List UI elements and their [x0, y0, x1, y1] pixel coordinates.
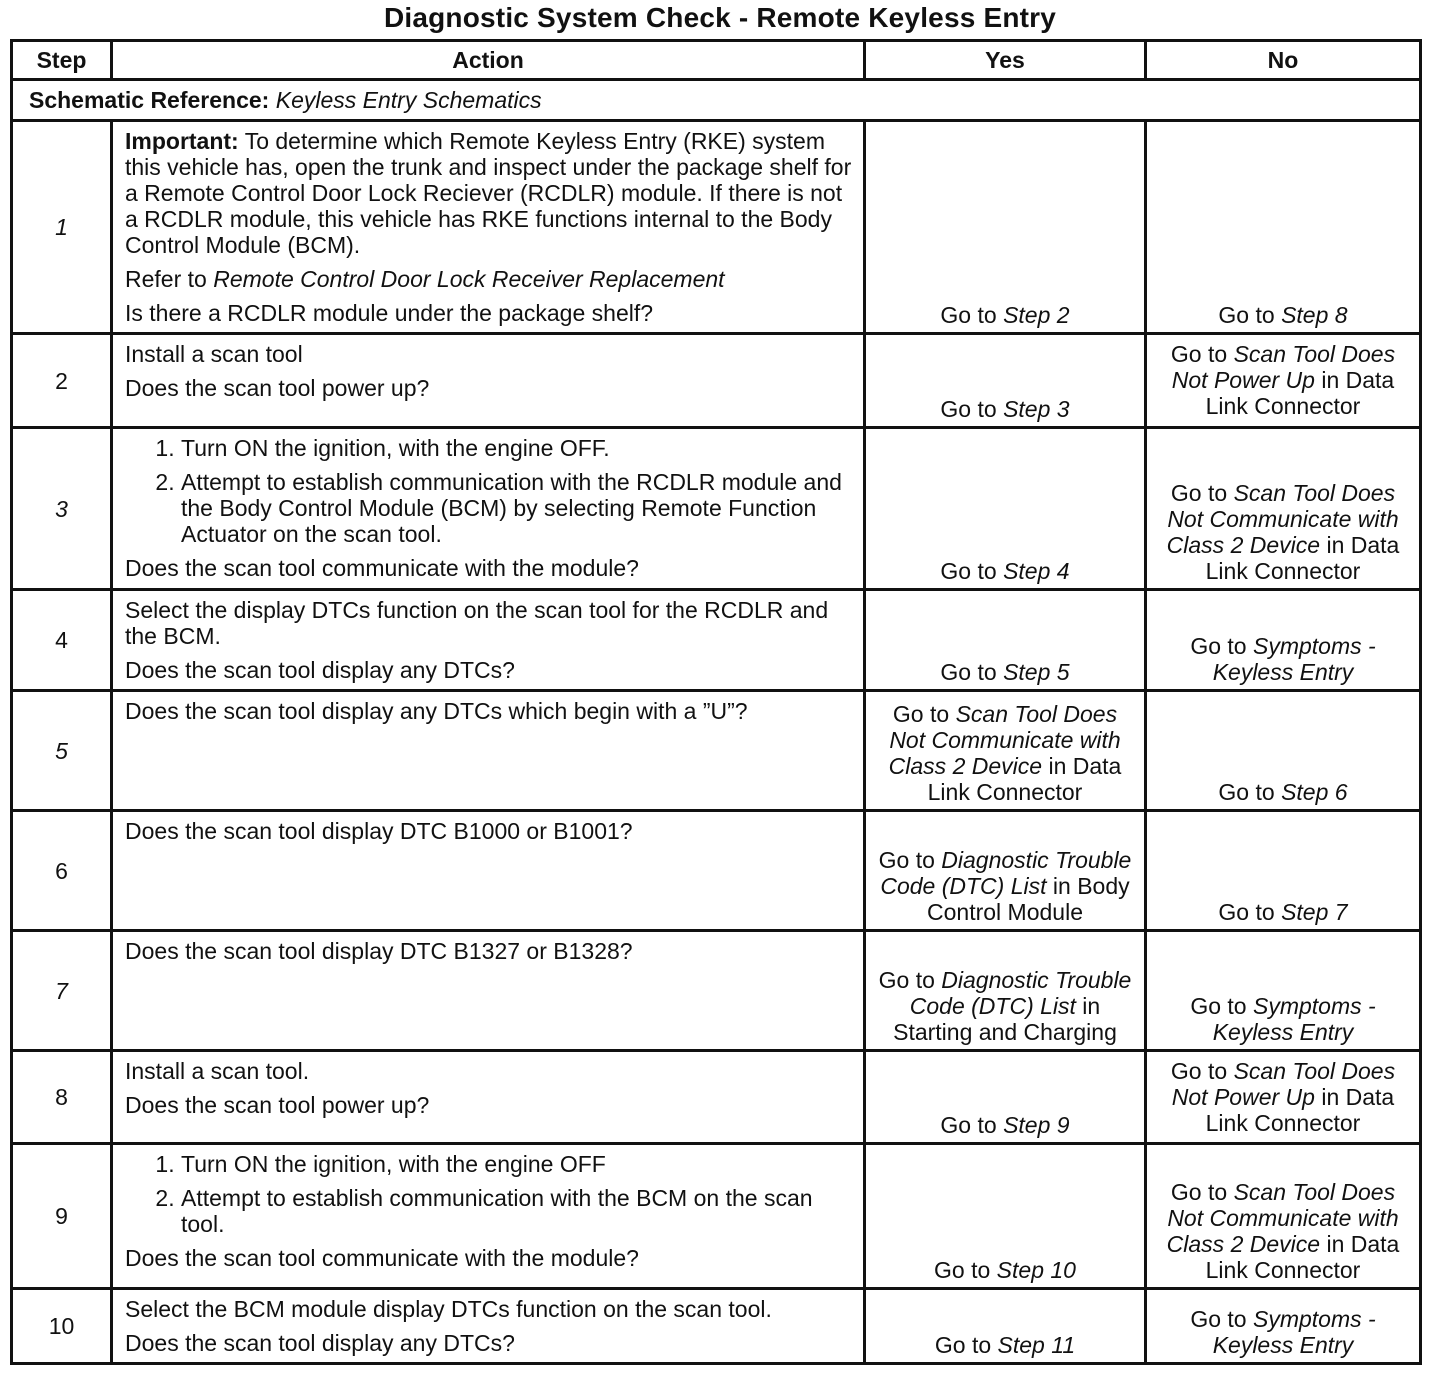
action-cell [112, 428, 865, 590]
yes-link[interactable]: Step 10 [996, 1257, 1076, 1283]
yes-prefix: Go to [940, 396, 1004, 422]
no-prefix: Go to [1170, 1179, 1234, 1205]
yes-cell [865, 811, 1146, 931]
no-link[interactable]: Scan Tool Does Not Power Up [1171, 341, 1396, 393]
yes-prefix: Go to [892, 701, 956, 727]
yes-suffix: in Body Control Module [927, 873, 1130, 925]
header-yes: Yes [865, 41, 1146, 80]
yes-link[interactable]: Scan Tool Does Not Communicate with Class 2 Device [888, 701, 1121, 779]
action-steps-list [125, 435, 853, 547]
table-row [12, 931, 1421, 1051]
yes-suffix: in Data Link Connector [927, 753, 1122, 805]
no-prefix: Go to [1170, 480, 1234, 506]
action-cell [112, 1289, 865, 1364]
yes-link[interactable]: Step 11 [997, 1332, 1076, 1358]
question: Does the scan tool display any DTCs? [125, 1330, 515, 1356]
action-cell [112, 811, 865, 931]
yes-cell [865, 931, 1146, 1051]
no-suffix: in Data Link Connector [1205, 532, 1400, 584]
no-cell [1146, 691, 1421, 811]
table-row [12, 121, 1421, 334]
no-prefix: Go to [1170, 1058, 1234, 1084]
question: Does the scan tool display DTC B1000 or B1001? [125, 818, 633, 844]
reference-link[interactable]: Keyless Entry Schematics [275, 87, 542, 113]
yes-cell [865, 1144, 1146, 1289]
important-note [125, 128, 853, 258]
header-action: Action [112, 41, 865, 80]
no-cell [1146, 334, 1421, 428]
action-cell [112, 931, 865, 1051]
no-link[interactable]: Scan Tool Does Not Communicate with Class 2 Device [1166, 1179, 1399, 1257]
important-label: Important: [125, 128, 239, 154]
instruction: Select the BCM module display DTCs function on the scan tool. [125, 1296, 772, 1322]
no-cell [1146, 590, 1421, 691]
action-cell [112, 334, 865, 428]
question: Does the scan tool power up? [125, 375, 430, 401]
step-number: 9 [12, 1144, 112, 1289]
no-suffix: in Data Link Connector [1205, 1231, 1400, 1283]
header-no: No [1146, 41, 1421, 80]
no-cell [1146, 1051, 1421, 1144]
header-step: Step [12, 41, 112, 80]
yes-link[interactable]: Step 2 [1003, 302, 1070, 328]
instruction: Install a scan tool. [125, 1058, 310, 1084]
yes-prefix: Go to [940, 558, 1004, 584]
yes-link[interactable]: Step 5 [1003, 659, 1070, 685]
no-prefix: Go to [1190, 633, 1253, 659]
question: Does the scan tool communicate with the module? [125, 555, 639, 581]
yes-cell [865, 691, 1146, 811]
yes-cell [865, 1289, 1146, 1364]
question: Does the scan tool display DTC B1327 or B1328? [125, 938, 633, 964]
step-number: 10 [12, 1289, 112, 1364]
yes-prefix: Go to [940, 302, 1004, 328]
question: Does the scan tool power up? [125, 1092, 430, 1118]
yes-cell [865, 121, 1146, 334]
yes-link[interactable]: Step 3 [1003, 396, 1070, 422]
no-link[interactable]: Symptoms - Keyless Entry [1212, 633, 1376, 685]
step-number: 3 [12, 428, 112, 590]
no-suffix: in Data Link Connector [1205, 367, 1395, 419]
table-row [12, 590, 1421, 691]
no-prefix: Go to [1170, 341, 1234, 367]
yes-cell [865, 1051, 1146, 1144]
yes-cell [865, 590, 1146, 691]
no-cell [1146, 121, 1421, 334]
yes-link[interactable]: Diagnostic Trouble Code (DTC) List [909, 967, 1132, 1019]
instruction: Install a scan tool [125, 341, 303, 367]
yes-prefix: Go to [878, 967, 942, 993]
yes-link[interactable]: Step 4 [1003, 558, 1070, 584]
question: Does the scan tool display any DTCs? [125, 657, 515, 683]
schematic-reference-row [12, 80, 1421, 121]
yes-cell [865, 428, 1146, 590]
refer-prefix: Refer to [125, 266, 214, 292]
table-row [12, 1144, 1421, 1289]
step-number: 5 [12, 691, 112, 811]
question: Does the scan tool communicate with the module? [125, 1245, 639, 1271]
no-prefix: Go to [1190, 1306, 1253, 1332]
no-link[interactable]: Scan Tool Does Not Communicate with Class 2 Device [1166, 480, 1399, 558]
no-cell [1146, 1144, 1421, 1289]
refer-line [125, 266, 853, 292]
table-row [12, 334, 1421, 428]
table-header-row [12, 41, 1421, 80]
no-link[interactable]: Symptoms - Keyless Entry [1212, 1306, 1376, 1358]
important-text: To determine which Remote Keyless Entry (RKE) system this vehicle has, open the trunk and inspect under the package shelf for a Remote Control Door Lock Reciever (RCDLR) module. If there is not a RCDLR module, this vehicle has RKE functions internal to the Body Control Module (BCM). [125, 128, 852, 258]
table-row [12, 428, 1421, 590]
no-suffix: in Data Link Connector [1205, 1084, 1395, 1136]
step-number: 1 [12, 121, 112, 334]
yes-prefix: Go to [934, 1257, 997, 1283]
step-number: 7 [12, 931, 112, 1051]
reference-label: Schematic Reference: [29, 87, 270, 113]
table-row [12, 1289, 1421, 1364]
list-item: 2. Attempt to establish communication with the RCDLR module and the Body Control Module (BCM) by selecting Remote Function Actuator on the scan tool. [181, 469, 853, 547]
instruction: Select the display DTCs function on the scan tool for the RCDLR and the BCM. [125, 597, 829, 649]
yes-prefix: Go to [940, 1112, 1004, 1138]
action-cell [112, 590, 865, 691]
action-cell [112, 121, 865, 334]
yes-prefix: Go to [940, 659, 1004, 685]
yes-suffix: in Starting and Charging [893, 993, 1117, 1045]
yes-cell [865, 334, 1146, 428]
no-link[interactable]: Step 7 [1281, 899, 1348, 925]
question: Does the scan tool display any DTCs which begin with a ”U”? [125, 698, 748, 724]
no-link[interactable]: Step 8 [1281, 302, 1348, 328]
page-title: Diagnostic System Check - Remote Keyless Entry [383, 2, 1057, 33]
step-number: 6 [12, 811, 112, 931]
list-item: 2. Attempt to establish communication with the BCM on the scan tool. [181, 1185, 853, 1237]
no-cell [1146, 428, 1421, 590]
schematic-reference [12, 80, 1421, 121]
no-cell [1146, 931, 1421, 1051]
list-item: 1. Turn ON the ignition, with the engine OFF [181, 1151, 853, 1177]
no-link[interactable]: Symptoms - Keyless Entry [1212, 993, 1376, 1045]
table-row [12, 1051, 1421, 1144]
no-prefix: Go to [1218, 302, 1282, 328]
yes-prefix: Go to [878, 847, 942, 873]
diagnostic-table [10, 39, 1422, 1365]
no-prefix: Go to [1218, 779, 1282, 805]
step-number: 2 [12, 334, 112, 428]
no-prefix: Go to [1190, 993, 1253, 1019]
no-cell [1146, 811, 1421, 931]
action-steps-list [125, 1151, 853, 1237]
no-link[interactable]: Step 6 [1281, 779, 1348, 805]
no-prefix: Go to [1218, 899, 1282, 925]
yes-link[interactable]: Step 9 [1003, 1112, 1070, 1138]
action-cell [112, 1144, 865, 1289]
question: Is there a RCDLR module under the package shelf? [125, 300, 654, 326]
action-cell [112, 1051, 865, 1144]
table-row [12, 811, 1421, 931]
no-link[interactable]: Scan Tool Does Not Power Up [1171, 1058, 1396, 1110]
no-cell [1146, 1289, 1421, 1364]
refer-link[interactable]: Remote Control Door Lock Receiver Replacement [213, 266, 725, 292]
yes-prefix: Go to [934, 1332, 998, 1358]
table-row [12, 691, 1421, 811]
yes-link[interactable]: Diagnostic Trouble Code (DTC) List [880, 847, 1132, 899]
action-cell [112, 691, 865, 811]
step-number: 8 [12, 1051, 112, 1144]
list-item: 1. Turn ON the ignition, with the engine OFF. [181, 435, 853, 461]
step-number: 4 [12, 590, 112, 691]
